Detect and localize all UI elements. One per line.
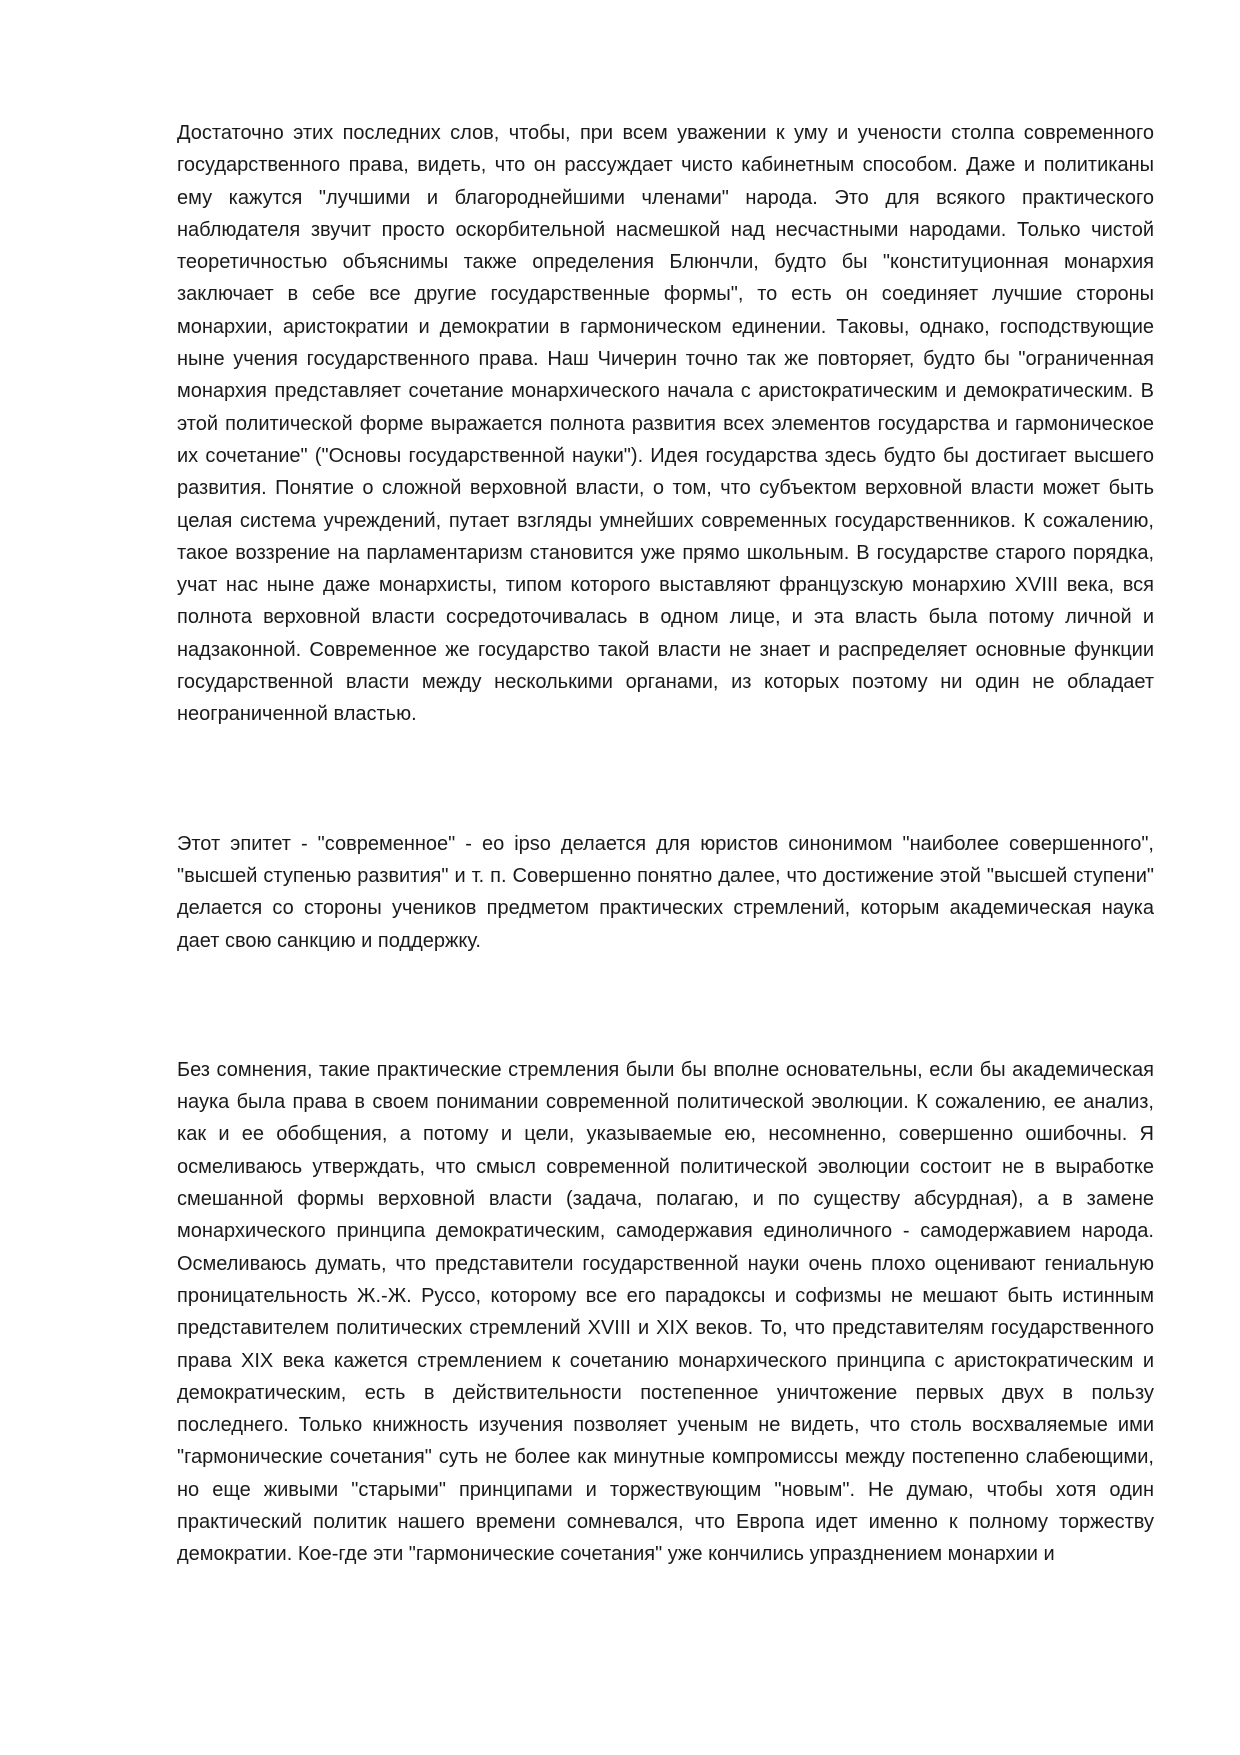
document-page [177, 117, 1154, 1571]
paragraph-1: Достаточно этих последних слов, чтобы, при всем уважении к уму и учености столпа современного государственного права, видеть, что он рассуждает чисто кабинетным способом. Даже и политиканы ему кажутся "лучшими и благороднейшими членами" народа. Это для всякого практического наблюдателя звучит просто оскорбительной насмешкой над несчастными народами. Только чистой теоретичностью объяснимы также определения Блюнчли, будто бы "конституционная монархия заключает в себе все другие государственные формы", то есть он соединяет лучшие стороны монархии, аристократии и демократии в гармоническом единении. Таковы, однако, господствующие ныне учения государственного права. Наш Чичерин точно так же повторяет, будто бы "ограниченная монархия представляет сочетание монархического начала с аристократическим и демократическим. В этой политической форме выражается полнота развития всех элементов государства и гармоническое их сочетание" ("Основы государственной науки"). Идея государства здесь будто бы достигает высшего развития. Понятие о сложной верховной власти, о том, что субъектом верховной власти может быть целая система учреждений, путает взгляды умнейших современных государственников. К сожалению, такое воззрение на парламентаризм становится уже прямо школьным. В государстве старого порядка, учат нас ныне даже монархисты, типом которого выставляют французскую монархию XVIII века, вся полнота верховной власти сосредоточивалась в одном лице, и эта власть была потому личной и надзаконной. Современное же государство такой власти не знает и распределяет основные функции государственной власти между несколькими органами, из которых поэтому ни один не обладает неограниченной властью. [177, 122, 1154, 726]
paragraph-3: Без сомнения, такие практические стремления были бы вполне основательны, если бы академическая наука была права в своем понимании современной политической эволюции. К сожалению, ее анализ, как и ее обобщения, а потому и цели, указываемые ею, несомненно, совершенно ошибочны. Я осмеливаюсь утверждать, что смысл современной политической эволюции состоит не в выработке смешанной формы верховной власти (задача, полагаю, и по существу абсурдная), а в замене монархического принципа демократическим, самодержавия единоличного - самодержавием народа. Осмеливаюсь думать, что представители государственной науки очень плохо оценивают гениальную проницательность Ж.-Ж. Руссо, которому все его парадоксы и софизмы не мешают быть истинным представителем политических стремлений XVIII и XIX веков. То, что представителям государственного права XIX века кажется стремлением к сочетанию монархического принципа с аристократическим и демократическим, есть в действительности постепенное уничтожение первых двух в пользу последнего. Только книжность изучения позволяет ученым не видеть, что столь восхваляемые ими "гармонические сочетания" суть не более как минутные компромиссы между постепенно слабеющими, но еще живыми "старыми" принципами и торжествующим "новым". Не думаю, чтобы хотя один практический политик нашего времени сомневался, что Европа идет именно к полному торжеству демократии. Кое-где эти "гармонические сочетания" уже кончились упразднением монархии и [177, 1058, 1154, 1566]
paragraph-gap [177, 957, 1154, 1054]
paragraph-gap [177, 731, 1154, 828]
paragraph-2: Этот эпитет - "современное" - eo ipso делается для юристов синонимом "наиболее совершенного", "высшей ступенью развития" и т. п. Совершенно понятно далее, что достижение этой "высшей ступени" делается со стороны учеников предметом практических стремлений, которым академическая наука дает свою санкцию и поддержку. [177, 832, 1154, 952]
